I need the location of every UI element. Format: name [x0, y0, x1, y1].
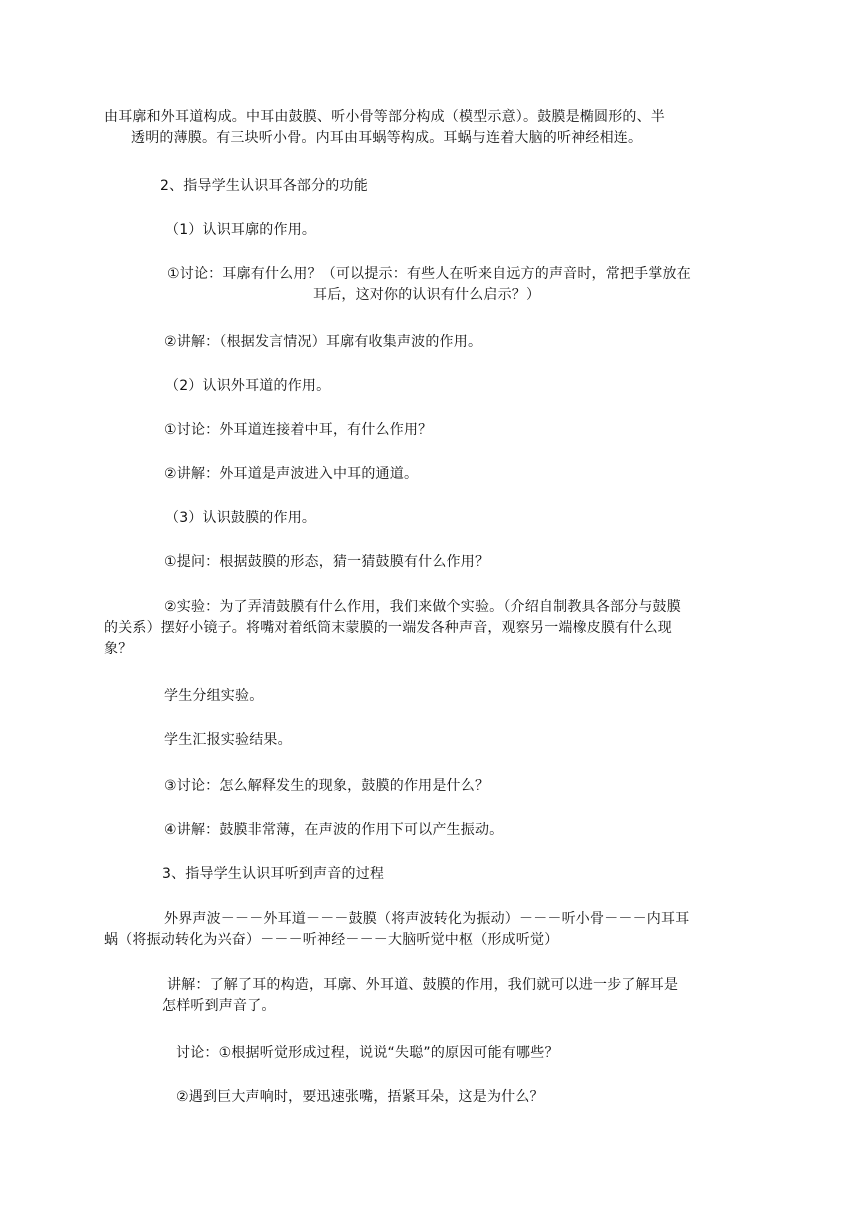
text-line: ②遇到巨大声响时，要迅速张嘴，捂紧耳朵，这是为什么？ — [176, 1089, 544, 1105]
text-line: 讨论：①根据听觉形成过程，说说“失聪”的原因可能有哪些？ — [176, 1045, 559, 1061]
text-line: 象？ — [104, 641, 133, 657]
paragraph-explain-eardrum — [164, 820, 503, 841]
text-line: 3、指导学生认识耳听到声音的过程 — [162, 866, 385, 882]
subsection-heading-1 — [165, 220, 316, 241]
paragraph-discussion-deafness — [176, 1043, 559, 1064]
paragraph-group-experiment — [164, 686, 263, 707]
text-line: 透明的薄膜。有三块听小骨。内耳由耳蜗等构成。耳蜗与连着大脑的听神经相连。 — [131, 130, 643, 146]
subsection-heading-2 — [165, 376, 330, 397]
paragraph-explain-auricle — [164, 332, 482, 353]
paragraph-discussion-loud-noise — [176, 1087, 544, 1108]
text-line: 学生汇报实验结果。 — [164, 732, 292, 748]
paragraph-experiment — [104, 597, 681, 660]
text-line: （1）认识耳廓的作用。 — [165, 222, 317, 238]
paragraph-explain-canal — [164, 464, 418, 485]
paragraph-hearing-process — [104, 909, 689, 951]
text-line: ①讨论：耳廓有什么用？（可以提示：有些人在听来自远方的声音时，常把手掌放在 — [167, 266, 691, 282]
text-line: ②讲解：外耳道是声波进入中耳的通道。 — [164, 466, 419, 482]
paragraph-discussion-canal — [164, 420, 432, 441]
paragraph-discussion-auricle — [167, 264, 691, 306]
text-line: ③讨论：怎么解释发生的现象，鼓膜的作用是什么？ — [164, 778, 490, 794]
text-line: 外界声波－－－外耳道－－－鼓膜（将声波转化为振动）－－－听小骨－－－内耳耳 — [164, 911, 690, 927]
text-line: 学生分组实验。 — [164, 688, 264, 704]
text-line: 的关系）摆好小镜子。将嘴对着纸筒末蒙膜的一端发各种声音，观察另一端橡皮膜有什么现 — [104, 620, 672, 636]
subsection-heading-3 — [165, 508, 316, 529]
text-line: ②讲解：（根据发言情况）耳廓有收集声波的作用。 — [164, 334, 483, 350]
text-line: 2、指导学生认识耳各部分的功能 — [160, 178, 368, 194]
section-heading-2 — [160, 176, 368, 197]
text-line: 怎样听到声音了。 — [162, 998, 276, 1014]
paragraph-ear-structure — [104, 107, 665, 149]
text-line: ①讨论：外耳道连接着中耳，有什么作用？ — [164, 422, 433, 438]
section-heading-3 — [162, 864, 384, 885]
text-line: 由耳廓和外耳道构成。中耳由鼓膜、听小骨等部分构成（模型示意）。鼓膜是椭圆形的、半 — [104, 109, 665, 125]
text-line: ①提问：根据鼓膜的形态，猜一猜鼓膜有什么作用？ — [164, 554, 490, 570]
paragraph-discussion-eardrum — [164, 776, 489, 797]
text-line: ②实验：为了弄清鼓膜有什么作用，我们来做个实验。（介绍自制教具各部分与鼓膜 — [164, 599, 681, 615]
text-line: 耳后，这对你的认识有什么启示？） — [313, 287, 541, 303]
text-line: （3）认识鼓膜的作用。 — [165, 510, 317, 526]
text-line: 蜗（将振动转化为兴奋）－－－听神经－－－大脑听觉中枢（形成听觉） — [104, 932, 559, 948]
text-line: 讲解：了解了耳的构造，耳廓、外耳道、鼓膜的作用，我们就可以进一步了解耳是 — [167, 977, 679, 993]
text-line: （2）认识外耳道的作用。 — [165, 378, 331, 394]
paragraph-question-eardrum — [164, 552, 489, 573]
paragraph-report-results — [164, 730, 292, 751]
text-line: ④讲解：鼓膜非常薄，在声波的作用下可以产生振动。 — [164, 822, 504, 838]
paragraph-explanation — [162, 975, 679, 1017]
